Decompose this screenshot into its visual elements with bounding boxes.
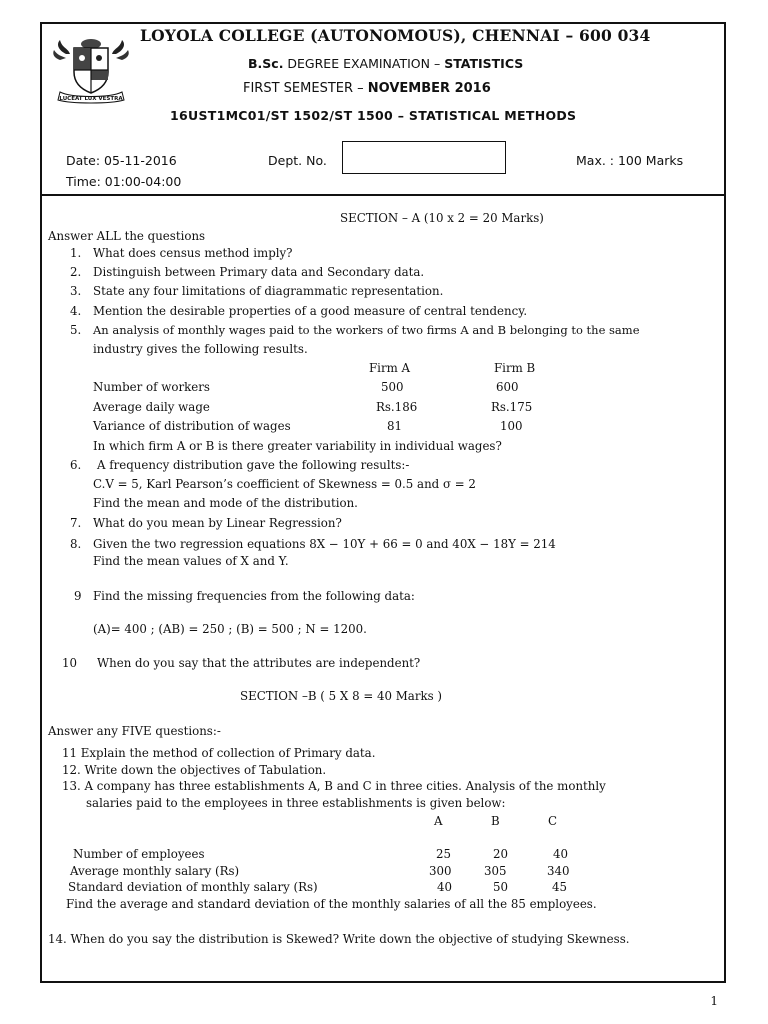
semester-line [243,81,491,96]
q6-number: 6. [70,458,82,472]
dept-no-input-box[interactable] [342,141,506,174]
degree-line [248,56,523,71]
q2-number: 2. [70,265,82,279]
q2-text: Distinguish between Primary data and Secondary data. [93,265,425,279]
q5-row-value-b: Rs.175 [491,400,533,414]
q13-row-label: Number of employees [73,847,205,861]
q11-text: 11 Explain the method of collection of Primary data. [62,746,376,760]
header-divider [40,194,726,196]
q13-head-c: C [548,814,558,828]
q5-line2: industry gives the following results. [93,342,308,356]
q5-line1: An analysis of monthly wages paid to the workers of two firms A and B belonging to the same [93,323,640,337]
q13-head-a: A [434,814,443,828]
q10-text: When do you say that the attributes are independent? [97,656,421,670]
q5-head-firm-b: Firm B [494,361,536,375]
q14-text: 14. When do you say the distribution is Skewed? Write down the objective of studying Skewness. [48,932,630,946]
exam-date: Date: 05-11-2016 [66,153,177,168]
semester-label: FIRST SEMESTER – [243,81,368,96]
q13-row-value-c: 40 [553,847,569,861]
q13-row-value-c: 45 [552,880,568,894]
q1-number: 1. [70,246,82,260]
max-marks: Max. : 100 Marks [576,153,684,168]
college-crest-logo [52,36,130,104]
q5-row-value-a: Rs.186 [376,400,418,414]
q8-number: 8. [70,537,82,551]
degree-exam-label: DEGREE EXAMINATION – [283,56,445,71]
crest-motto: LUCEAT LUX VESTRA [59,96,123,102]
section-a-instruction: Answer ALL the questions [48,229,206,243]
q13-row-value-b: 50 [493,880,509,894]
q6-line2: C.V = 5, Karl Pearson’s coefficient of Skewness = 0.5 and σ = 2 [93,477,476,491]
q13-question: Find the average and standard deviation of the monthly salaries of all the 85 employees. [66,897,597,911]
q5-row-label: Variance of distribution of wages [93,419,291,433]
q5-row-label: Number of workers [93,380,210,394]
q13-head-b: B [491,814,500,828]
q5-row-label: Average daily wage [93,400,210,414]
q5-row-value-b: 100 [500,419,523,433]
q3-number: 3. [70,284,82,298]
q7-text: What do you mean by Linear Regression? [93,516,342,530]
q4-text: Mention the desirable properties of a good measure of central tendency. [93,304,528,318]
degree-name: B.Sc. [248,56,284,71]
q13-row-value-a: 25 [436,847,452,861]
q13-line2: salaries paid to the employees in three establishments is given below: [86,796,506,810]
section-b-title: SECTION –B ( 5 X 8 = 40 Marks ) [240,689,443,703]
q1-text: What does census method imply? [93,246,293,260]
semester-month: NOVEMBER 2016 [367,81,491,96]
q13-row-label: Average monthly salary (Rs) [70,864,240,878]
q5-row-value-a: 500 [381,380,404,394]
q9-number: 9 [74,589,82,603]
q8-line2: Find the mean values of X and Y. [93,554,289,568]
q5-number: 5. [70,323,82,337]
q5-head-firm-a: Firm A [369,361,411,375]
q5-question: In which firm A or B is there greater variability in individual wages? [93,439,502,453]
q13-row-value-c: 340 [547,864,570,878]
section-a-title: SECTION – A (10 x 2 = 20 Marks) [340,211,544,225]
q9-line1: Find the missing frequencies from the following data: [93,589,415,603]
q4-number: 4. [70,304,82,318]
q6-line3: Find the mean and mode of the distribution. [93,496,358,510]
exam-time: Time: 01:00-04:00 [66,174,182,189]
q8-line1: Given the two regression equations 8X − 10Y + 66 = 0 and 40X − 18Y = 214 [93,537,556,551]
q13-row-value-a: 300 [429,864,452,878]
q13-row-label: Standard deviation of monthly salary (Rs) [68,880,318,894]
q6-line1: A frequency distribution gave the following results:- [97,458,410,472]
q13-row-value-b: 20 [493,847,509,861]
q13-line1: 13. A company has three establishments A, B and C in three cities. Analysis of the monthly [62,779,606,793]
q7-number: 7. [70,516,82,530]
q10-number: 10 [62,656,78,670]
degree-subject: STATISTICS [444,56,524,71]
q3-text: State any four limitations of diagrammatic representation. [93,284,444,298]
q13-row-value-b: 305 [484,864,507,878]
paper-code: 16UST1MC01/ST 1502/ST 1500 – STATISTICAL METHODS [170,108,577,123]
q5-row-value-b: 600 [496,380,519,394]
section-b-instruction: Answer any FIVE questions:- [48,724,221,738]
q5-row-value-a: 81 [387,419,403,433]
q9-line2: (A)= 400 ; (AB) = 250 ; (B) = 500 ; N = 1200. [93,622,367,636]
q13-row-value-a: 40 [437,880,453,894]
dept-no-label: Dept. No. [268,153,327,168]
college-name: LOYOLA COLLEGE (AUTONOMOUS), CHENNAI – 600 034 [140,26,651,45]
q12-text: 12. Write down the objectives of Tabulation. [62,763,327,777]
page-number: 1 [710,994,718,1008]
